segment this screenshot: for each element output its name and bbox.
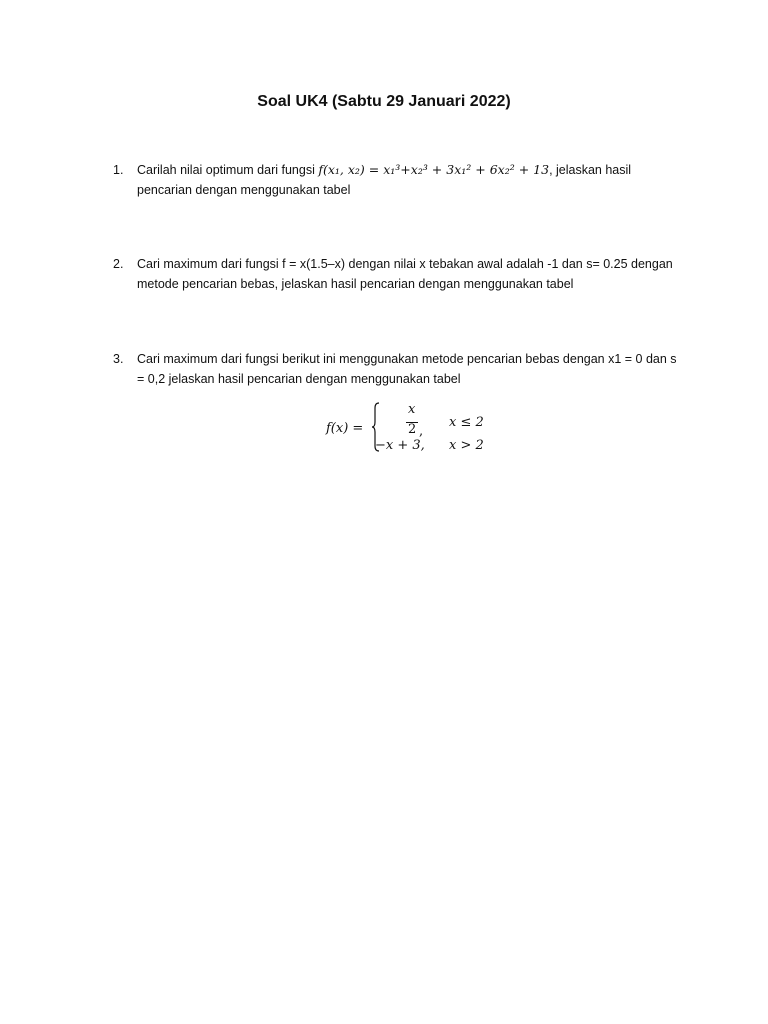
question-1 xyxy=(113,160,683,200)
case1-condition: x ≤ 2 xyxy=(449,415,484,430)
piecewise-lhs: f(x) = xyxy=(326,421,364,436)
question-3 xyxy=(113,349,683,389)
case2-condition: x > 2 xyxy=(449,438,484,453)
question-text: Cari maximum dari fungsi f = x(1.5–x) dengan nilai x tebakan awal adalah -1 dan s= 0.25 dengan metode pencarian bebas, jelaskan hasil pencarian dengan menggunakan tabel xyxy=(137,257,673,291)
question-text xyxy=(137,160,683,200)
formula-rhs: x₁³+x₂³ + 3x₁² + 6x₂² + 13 xyxy=(383,162,550,177)
question-number: 3. xyxy=(113,352,124,366)
case1-numerator: x xyxy=(408,402,416,417)
document-title: Soal UK4 (Sabtu 29 Januari 2022) xyxy=(257,93,511,110)
question-text: Cari maximum dari fungsi berikut ini menggunakan metode pencarian bebas dengan x1 = 0 dan s = 0,2 jelaskan hasil pencarian dengan menggunakan tabel xyxy=(137,352,677,386)
question-number: 2. xyxy=(113,257,124,271)
question-text-before: Carilah nilai optimum dari fungsi xyxy=(137,163,319,177)
question-text-after: , jelaskan hasil pencarian dengan menggunakan tabel xyxy=(137,163,632,197)
formula-lhs: f(x₁, x₂) = xyxy=(318,162,384,177)
case1-denominator: 2 xyxy=(408,422,417,437)
question-number: 1. xyxy=(113,163,124,177)
question-2 xyxy=(113,254,683,294)
piecewise-function xyxy=(326,402,506,458)
case2-expression: −x + 3, xyxy=(375,438,425,453)
case1-comma: , xyxy=(419,424,424,439)
